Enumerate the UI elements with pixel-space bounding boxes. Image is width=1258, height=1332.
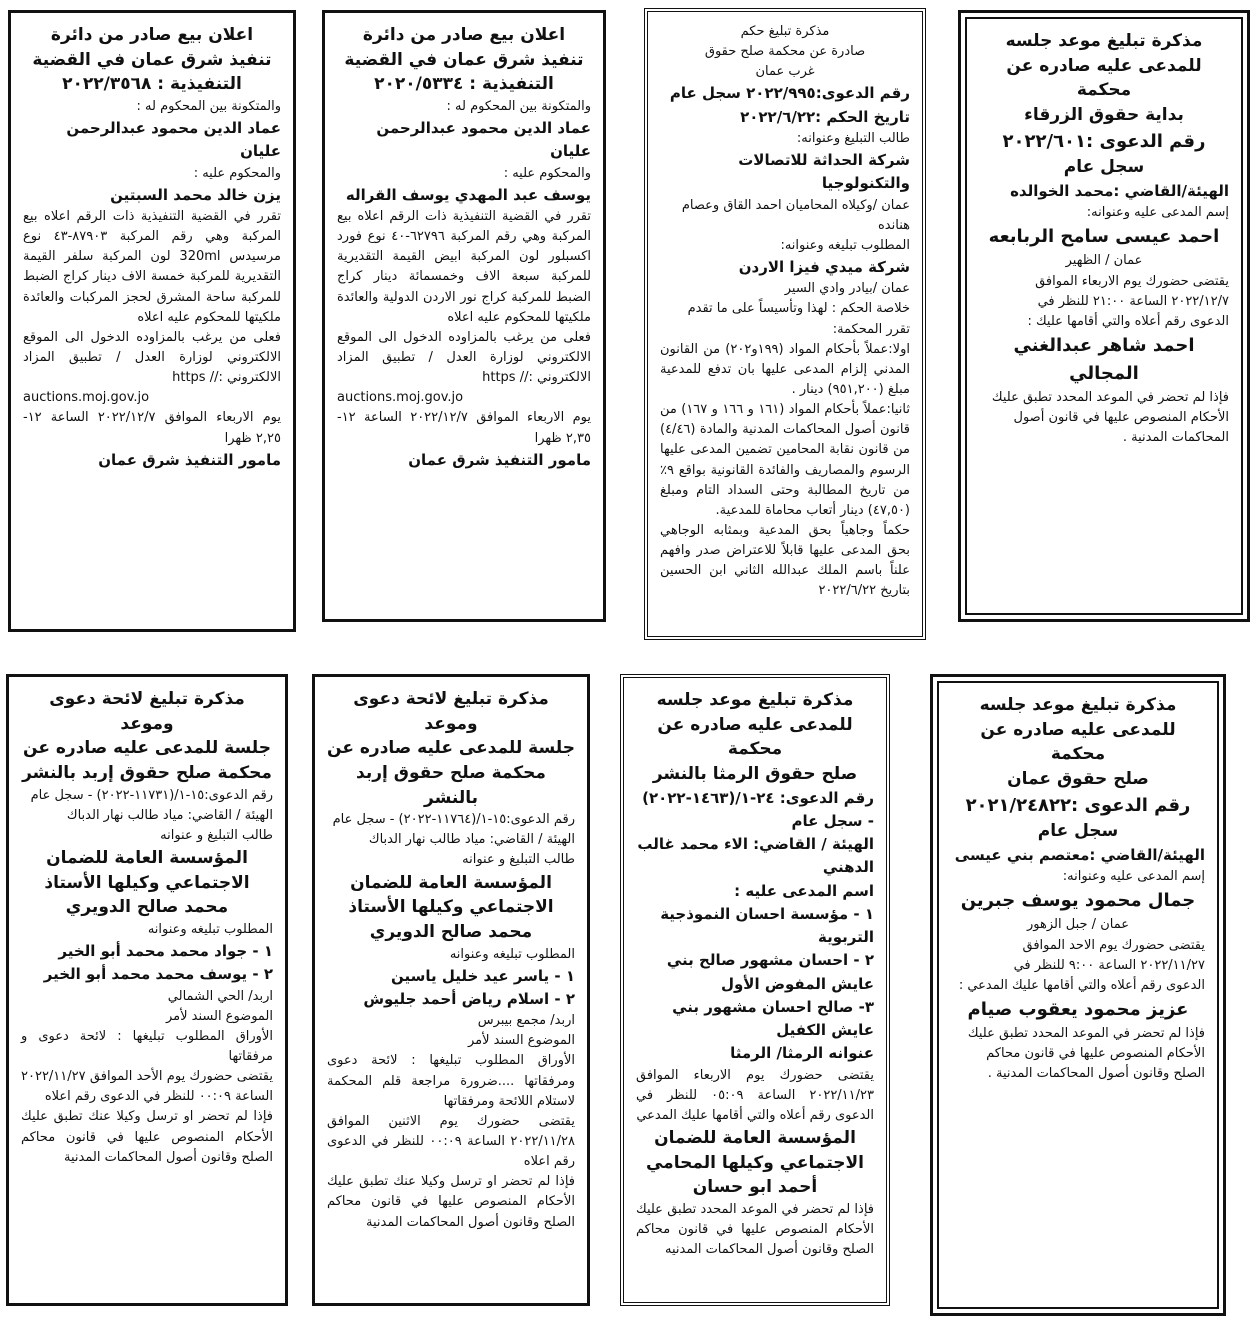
notice-line: غرب عمان — [755, 64, 815, 80]
notice-line: والمتكونة بين المحكوم له : — [136, 98, 281, 114]
notice-line: شركة ميدي فيزا الاردن — [738, 257, 910, 276]
notice-line: ١ - جواد محمد محمد أبو الخير — [58, 942, 273, 961]
notice-line: الهيئة / القاضي: الاء محمد غالب الدهني — [637, 835, 874, 877]
notice-line: سجل عام — [1063, 157, 1145, 178]
notice-line: ٢ - احسان مشهور صالح بني عايش المفوض الأول — [666, 951, 874, 993]
notice-line: يقتضى حضورك يوم الأحد الموافق ٢٠٢٢/١١/٢٧ الساعة ٠٠:٠٩ للنظر في الدعوى رقم اعلاه — [21, 1069, 273, 1105]
notice-line: مذكرة تبليغ لائحة دعوى وموعد — [49, 689, 245, 734]
notice-line: عزيز محمود يعقوب صيام — [967, 998, 1189, 1020]
notice-line: التنفيذية : ٢٠٢٢/٣٥٦٨ — [62, 74, 242, 95]
notice-line: اربد/ الحي الشمالي — [167, 988, 273, 1004]
notice-claim-irbid-11764 — [312, 674, 590, 1306]
notice-line: المؤسسة العامة للضمان الاجتماعي وكيلها الأستاذ محمد صالح الدويري — [44, 847, 250, 918]
notice-line: المطلوب تبليغه وعنوانه — [147, 921, 273, 937]
notice-judgment-west-amman — [644, 8, 926, 640]
notice-line: صادرة عن محكمة صلح حقوق — [704, 44, 866, 60]
notice-session-ramtha — [620, 674, 890, 1306]
notice-line: اعلان بيع صادر من دائرة — [362, 25, 566, 45]
notice-line: المطلوب تبليغه وعنوانه — [449, 946, 575, 962]
notice-line: فعلى من يرغب بالمزاوده الدخول الى الموقع الالكتروني لوزارة العدل / تطبيق المزاد الالكتروني :// https — [337, 329, 591, 386]
notice-sale-east-amman-5334 — [322, 10, 606, 622]
notice-line: جلسة للمدعى عليه صادره عن — [327, 738, 575, 759]
notice-line: عماد الدين محمود عبدالرحمن عليان — [376, 119, 591, 161]
notice-line: عمان / جبل الزهور — [1027, 917, 1129, 933]
notice-line: احمد عيسى سامح الربابعه — [988, 226, 1220, 248]
notice-line: تنفيذ شرق عمان في القضية — [32, 49, 272, 70]
notice-line: رقم الدعوى :٢٠٢١/٢٤٨٢٢ — [965, 794, 1191, 816]
notice-line: الهيئة / القاضي: مياد طالب نهار الدباك — [368, 832, 575, 848]
notice-line: صلح حقوق الرمثا بالنشر — [652, 763, 858, 784]
notice-line: اولا:عملاً بأحكام المواد (١٩٩و٢٠٢) من القانون المدني إلزام المدعى عليها بان تدفع للمدعية مبلغ (٩٥١,٢٠٠) دينار . — [660, 341, 910, 397]
notice-line: فإذا لم تحضر في الموعد المحدد تطبق عليك الأحكام المنصوص عليها في قانون محاكم الصلح وقانون أصول المحاكمات المدنيه — [636, 1201, 874, 1258]
notice-sale-east-amman-3568 — [8, 10, 296, 632]
notice-line: رقم الدعوى:١٥-١/(١١٧٣١-٢٠٢٢) - سجل عام — [30, 787, 273, 803]
notice-line: عنوانه الرمثا/ الرمثا — [730, 1044, 874, 1063]
notice-line: المحاكمات المدنية . — [1122, 430, 1229, 445]
notice-line: يقتضى حضورك يوم الاحد الموافق — [1022, 937, 1205, 953]
notice-line: تقرر في القضية التنفيذية ذات الرقم اعلاه بيع المركبة وهي رقم المركبة ٦٢٧٩٦-٤٠ نوع فورد اكسبلور لون المركبة ابيض القيمة التقديرية للمركبة سبعة الاف وخمسمائة دينار كراج الضبط للمركبة كراج نور الاردن الدولية والعائدة ملكيتها للمحكوم عليه اعلاه — [337, 208, 591, 325]
notice-line: فإذا لم تحضر او ترسل وكيلا عنك تطبق عليك الأحكام المنصوص عليها في قانون محاكم الصلح وقانون أصول المحاكمات المدنية — [21, 1109, 273, 1165]
notice-line: للمدعى عليه صادره عن محكمة — [1006, 55, 1202, 101]
notice-line: للمدعى عليه صادره عن محكمة — [980, 719, 1176, 765]
notice-line: يوم الاربعاء الموافق ٢٠٢٢/١٢/٧ الساعة ١٢- ٢,٣٥ ظهرا — [337, 410, 591, 446]
notice-line: ٢ - اسلام رياض أحمد جليوش — [363, 989, 575, 1008]
notice-line: فعلى من يرغب بالمزاوده الدخول الى الموقع الالكتروني لوزارة العدل / تطبيق المزاد الالكتروني :// https — [23, 329, 281, 386]
notice-session-zarqa — [958, 10, 1250, 622]
notice-line: رقم الدعوى:١٥-١/(١١٧٦٤-٢٠٢٢) - سجل عام — [332, 812, 575, 828]
notice-line: احمد شاهر عبدالغني المجالي — [1013, 334, 1195, 384]
notice-line: رقم الدعوى: ٢٤-١/(١٤٦٣-٢٠٢٢) - سجل عام — [642, 788, 874, 830]
notice-line: محكمة صلح حقوق إربد بالنشر — [356, 762, 546, 808]
notice-line: مذكرة تبليغ حكم — [740, 24, 830, 39]
notice-line: والمتكونة بين المحكوم له : — [446, 98, 591, 114]
notice-line: عماد الدين محمود عبدالرحمن عليان — [66, 119, 281, 161]
notice-line: فإذا لم تحضر في الموعد المحدد تطبق عليك — [967, 1025, 1205, 1041]
notice-line: ٢٠٢٢/١١/٢٧ الساعة ٩:٠٠ للنظر في — [1013, 957, 1205, 973]
notice-line: والمحكوم عليه : — [193, 165, 281, 181]
notice-line: المؤسسة العامة للضمان الاجتماعي وكيلها المحامي أحمد ابو حسان — [645, 1127, 864, 1198]
notice-line: يقتضى حضورك يوم الاربعاء الموافق ٢٠٢٢/١١/٢٣ الساعة ٠٥:٠٩ للنظر في الدعوى رقم أعلاه والتي أقامها عليك المدعي — [636, 1067, 874, 1123]
notice-line: مذكرة تبليغ لائحة دعوى وموعد — [353, 689, 549, 734]
notice-claim-irbid-11731 — [6, 674, 288, 1306]
notice-line: الموضوع السند لأمر — [165, 1008, 273, 1024]
notice-line: للمدعى عليه صادره عن محكمة — [657, 714, 853, 760]
notice-line: تاريخ الحكم :٢٠٢٢/٦/٢٢ — [740, 107, 910, 126]
notice-line: auctions.moj.gov.jo — [337, 390, 464, 406]
notice-line: الدعوى رقم أعلاه والتي أقامها عليك : — [1027, 313, 1229, 329]
notice-line: اسم المدعى عليه : — [734, 881, 874, 900]
notice-line: خلاصة الحكم : لهذا وتأسيساً على ما تقدم تقرر المحكمة: — [687, 301, 910, 337]
notice-line: ٢ - يوسف محمد محمد أبو الخير — [43, 965, 273, 984]
notice-line: عمان / الظهير — [1065, 253, 1143, 269]
notice-line: فإذا لم تحضر في الموعد المحدد تطبق عليك — [991, 389, 1229, 405]
notice-line: سجل عام — [1037, 821, 1119, 842]
notice-line: طالب التبليغ و عنوانه — [462, 852, 575, 868]
notice-line: ٣- صالح احسان مشهور بني عايش الكفيل — [672, 997, 874, 1040]
notice-line: الهيئة/القاضي :محمد الخوالده — [1010, 182, 1229, 201]
notice-line: والمحكوم عليه : — [503, 165, 591, 181]
notice-line: شركة الحداثة للاتصالات والتكنولوجيا — [738, 151, 910, 193]
notice-line: الأحكام المنصوص عليها في قانون أصول — [1013, 409, 1229, 425]
notice-line: الهيئة/القاضي :معتصم بني عيسى — [954, 846, 1205, 865]
notice-line: مذكرة تبليغ موعد جلسه — [1005, 31, 1203, 51]
notice-line: إسم المدعى عليه وعنوانه: — [1086, 205, 1229, 221]
notice-line: مذكرة تبليغ موعد جلسه — [656, 690, 854, 710]
notice-line: مامور التنفيذ شرق عمان — [408, 450, 591, 469]
notice-line: يقتضى حضورك يوم الاربعاء الموافق — [1035, 273, 1229, 289]
notice-line: إسم المدعى عليه وعنوانه: — [1062, 869, 1205, 885]
notice-line: صلح حقوق عمان — [1007, 768, 1149, 789]
notice-line: تنفيذ شرق عمان في القضية — [344, 49, 584, 70]
notice-line: الموضوع السند لأمر — [467, 1033, 575, 1049]
notice-line: المؤسسة العامة للضمان الاجتماعي وكيلها الأستاذ محمد صالح الدويري — [348, 872, 554, 942]
notice-line: يوسف عبد المهدي يوسف القراله — [345, 185, 591, 204]
notice-line: التنفيذية : ٢٠٢٠/٥٣٣٤ — [374, 74, 554, 95]
notice-line: يقتضى حضورك يوم الاثنين الموافق ٢٠٢٢/١١/٢٨ الساعة ٠٠:٠٩ للنظر في الدعوى رقم اعلاه — [327, 1113, 576, 1170]
notice-line: auctions.moj.gov.jo — [23, 390, 150, 406]
notice-line: رقم الدعوى :٢٠٢٢/٦٠١ — [1002, 130, 1206, 152]
notice-line: الأوراق المطلوب تبليغها : لائحة دعوى و مرفقاتها — [21, 1028, 273, 1064]
notice-line: جلسة للمدعى عليه صادره عن — [23, 738, 271, 759]
notice-line: اربد/ مجمع بيبرس — [477, 1013, 575, 1029]
notice-line: الأوراق المطلوب تبليغها : لائحة دعوى ومرفقاتها ....ضرورة مراجعة قلم المحكمة لاستلام اللائحة ومرفقاتها — [327, 1053, 575, 1109]
notice-line: جمال محمود يوسف جبرين — [960, 890, 1196, 912]
notice-line: يزن خالد محمد السبتين — [110, 185, 281, 204]
notice-session-amman-24822 — [930, 674, 1226, 1316]
notice-line: ٢٠٢٢/١٢/٧ الساعة ٢١:٠٠ للنظر في — [1037, 293, 1229, 309]
notice-line: ١ - ياسر عيد خليل ياسين — [391, 966, 575, 985]
notice-line: مذكرة تبليغ موعد جلسه — [979, 695, 1177, 715]
notice-line: اعلان بيع صادر من دائرة — [50, 25, 254, 45]
notice-line: الأحكام المنصوص عليها في قانون محاكم — [986, 1045, 1205, 1061]
notice-line: المطلوب تبليغه وعنوانه: — [780, 237, 910, 253]
notice-line: الصلح وقانون أصول المحاكمات المدنية . — [987, 1066, 1205, 1082]
notice-line: عمان /بيادر وادي السير — [784, 281, 910, 297]
notice-line: مامور التنفيذ شرق عمان — [98, 450, 281, 469]
notice-line: تقرر في القضية التنفيذية ذات الرقم اعلاه بيع المركبة وهي رقم المركبة ٨٧٩٠٣-٤٣ نوع مرسيدس 320ml لون المركبة سلفر القيمة التقديرية للمركبة خمسة الاف دينار كراج الضبط للمركبة ساحة المشرق لحجز المركبات والعائدة ملكيتها للمحكوم عليه اعلاه — [23, 208, 281, 325]
notice-line: محكمة صلح حقوق إربد بالنشر — [22, 762, 272, 783]
notice-line: ١ - مؤسسة احسان النموذجية التربوية — [660, 904, 874, 947]
notice-line: عمان /وكيلاه المحاميان احمد القاق وعصام هنانده — [681, 197, 910, 233]
notice-line: يوم الاربعاء الموافق ٢٠٢٢/١٢/٧ الساعة ١٢- ٢,٢٥ ظهرا — [23, 410, 281, 446]
notice-line: الهيئة / القاضي: مياد طالب نهار الدباك — [66, 807, 273, 823]
notice-line: ثانيا:عملاً بأحكام المواد (١٦١ و ١٦٦ و ١٦٧) من قانون أصول المحاكمات المدنية والمادة (٤/٤٦) من قانون نقابة المحامين تضمين المدعى عليها الرسوم والمصاريف والفائدة القانونية بواقع ٩٪ من تاريخ المطالبة وحتى السداد التام ومبلغ (٤٧,٥٠) دينار أتعاب محاماة للمدعية. — [660, 402, 910, 518]
notice-line: الدعوى رقم أعلاه والتي أقامها عليك المدعي : — [958, 977, 1205, 993]
notice-line: طالب التبليغ و عنوانه — [160, 827, 273, 843]
notice-line: بداية حقوق الزرقاء — [1024, 104, 1184, 125]
notice-line: حكماً وجاهياً بحق المدعية وبمثابه الوجاهي بحق المدعى عليها قابلاً للاعتراض صدر وافهم علناً باسم الملك عبدالله الثاني ابن الحسين بتاريخ ٢٠٢٢/٦/٢٢ — [660, 522, 910, 599]
notice-line: فإذا لم تحضر او ترسل وكيلا عنك تطبق عليك الأحكام المنصوص عليها في قانون محاكم الصلح وقانون أصول المحاكمات المدنية — [327, 1174, 575, 1230]
notice-line: طالب التبليغ وعنوانه: — [796, 130, 910, 146]
notice-line: رقم الدعوى:٢٠٢٢/٩٩٥ سجل عام — [669, 84, 910, 103]
